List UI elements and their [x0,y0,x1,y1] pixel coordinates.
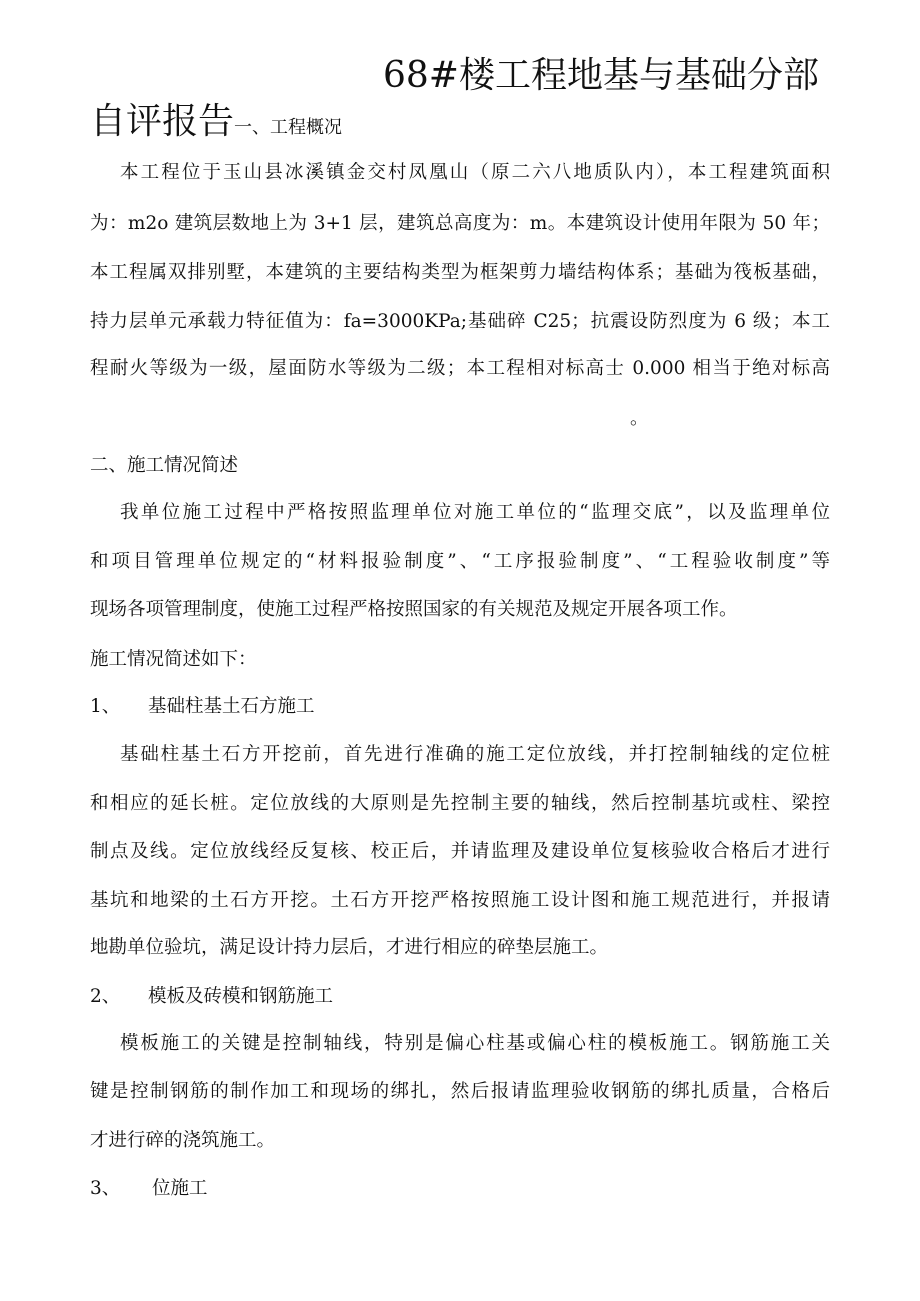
report-title-line2 [90,96,342,154]
section2-line-3: 现场各项管理制度，使施工过程严格按照国家的有关规范及规定开展各项工作。 [90,599,738,620]
item-3-title: 位施工 [152,1178,208,1199]
section2-line-2: 和项目管理单位规定的“材料报验制度”、“工序报验制度”、“工程验收制度”等 [90,551,830,572]
item-2-line-3: 才进行碎的浇筑施工。 [90,1130,276,1151]
overview-line-6: 。 [630,408,649,429]
item-1-line-1: 基础柱基土石方开挖前，首先进行准确的施工定位放线，并打控制轴线的定位桩 [120,744,830,765]
item-1-line-2: 和相应的延长桩。定位放线的大原则是先控制主要的轴线，然后控制基坑或柱、梁控 [90,793,830,814]
item-3-number: 3、 [90,1178,121,1199]
item-1-heading [90,694,315,720]
item-1-title: 基础柱基土石方施工 [148,696,315,717]
overview-line-1: 本工程位于玉山县冰溪镇金交村凤凰山（原二六八地质队内），本工程建筑面积 [120,162,830,183]
overview-line-4: 持力层单元承载力特征值为：fa=3000KPa;基础碎 C25；抗震设防烈度为 6 级；本工 [90,311,830,332]
item-1-line-3: 制点及线。定位放线经反复核、校正后，并请监理及建设单位复核验收合格后才进行 [90,841,830,862]
section2-heading: 二、施工情况简述 [90,455,239,476]
item-1-line-4: 基坑和地梁的土石方开挖。土石方开挖严格按照施工设计图和施工规范进行，并报请 [90,890,830,911]
overview-line-2: 为：m2o 建筑层数地上为 3+1 层，建筑总高度为：m。本建筑设计使用年限为 50 年； [90,213,830,234]
item-3-heading [90,1176,208,1202]
overview-line-5: 程耐火等级为一级，屋面防水等级为二级；本工程相对标高士 0.000 相当于绝对标高 [90,358,830,379]
item-2-line-1: 模板施工的关键是控制轴线，特别是偏心柱基或偏心柱的模板施工。钢筋施工关 [120,1033,830,1054]
report-title-line2-text: 自评报告 [90,101,235,142]
section2-line-4: 施工情况简述如下： [90,649,257,670]
item-2-line-2: 键是控制钢筋的制作加工和现场的绑扎，然后报请监理验收钢筋的绑扎质量，合格后 [90,1081,830,1102]
section2-line-1: 我单位施工过程中严格按照监理单位对施工单位的“监理交底”，以及监理单位 [120,502,830,523]
overview-line-3: 本工程属双排别墅，本建筑的主要结构类型为框架剪力墙结构体系；基础为筏板基础， [90,262,830,283]
report-title-line1: 68#楼工程地基与基础分部 [383,55,819,96]
section1-heading: 一、工程概况 [234,117,343,138]
item-1-number: 1、 [90,696,121,717]
item-2-heading [90,984,333,1010]
item-1-line-5: 地勘单位验坑，满足设计持力层后，才进行相应的碎垫层施工。 [90,937,609,958]
item-2-number: 2、 [90,986,121,1007]
item-2-title: 模板及砖模和钢筋施工 [148,986,334,1007]
